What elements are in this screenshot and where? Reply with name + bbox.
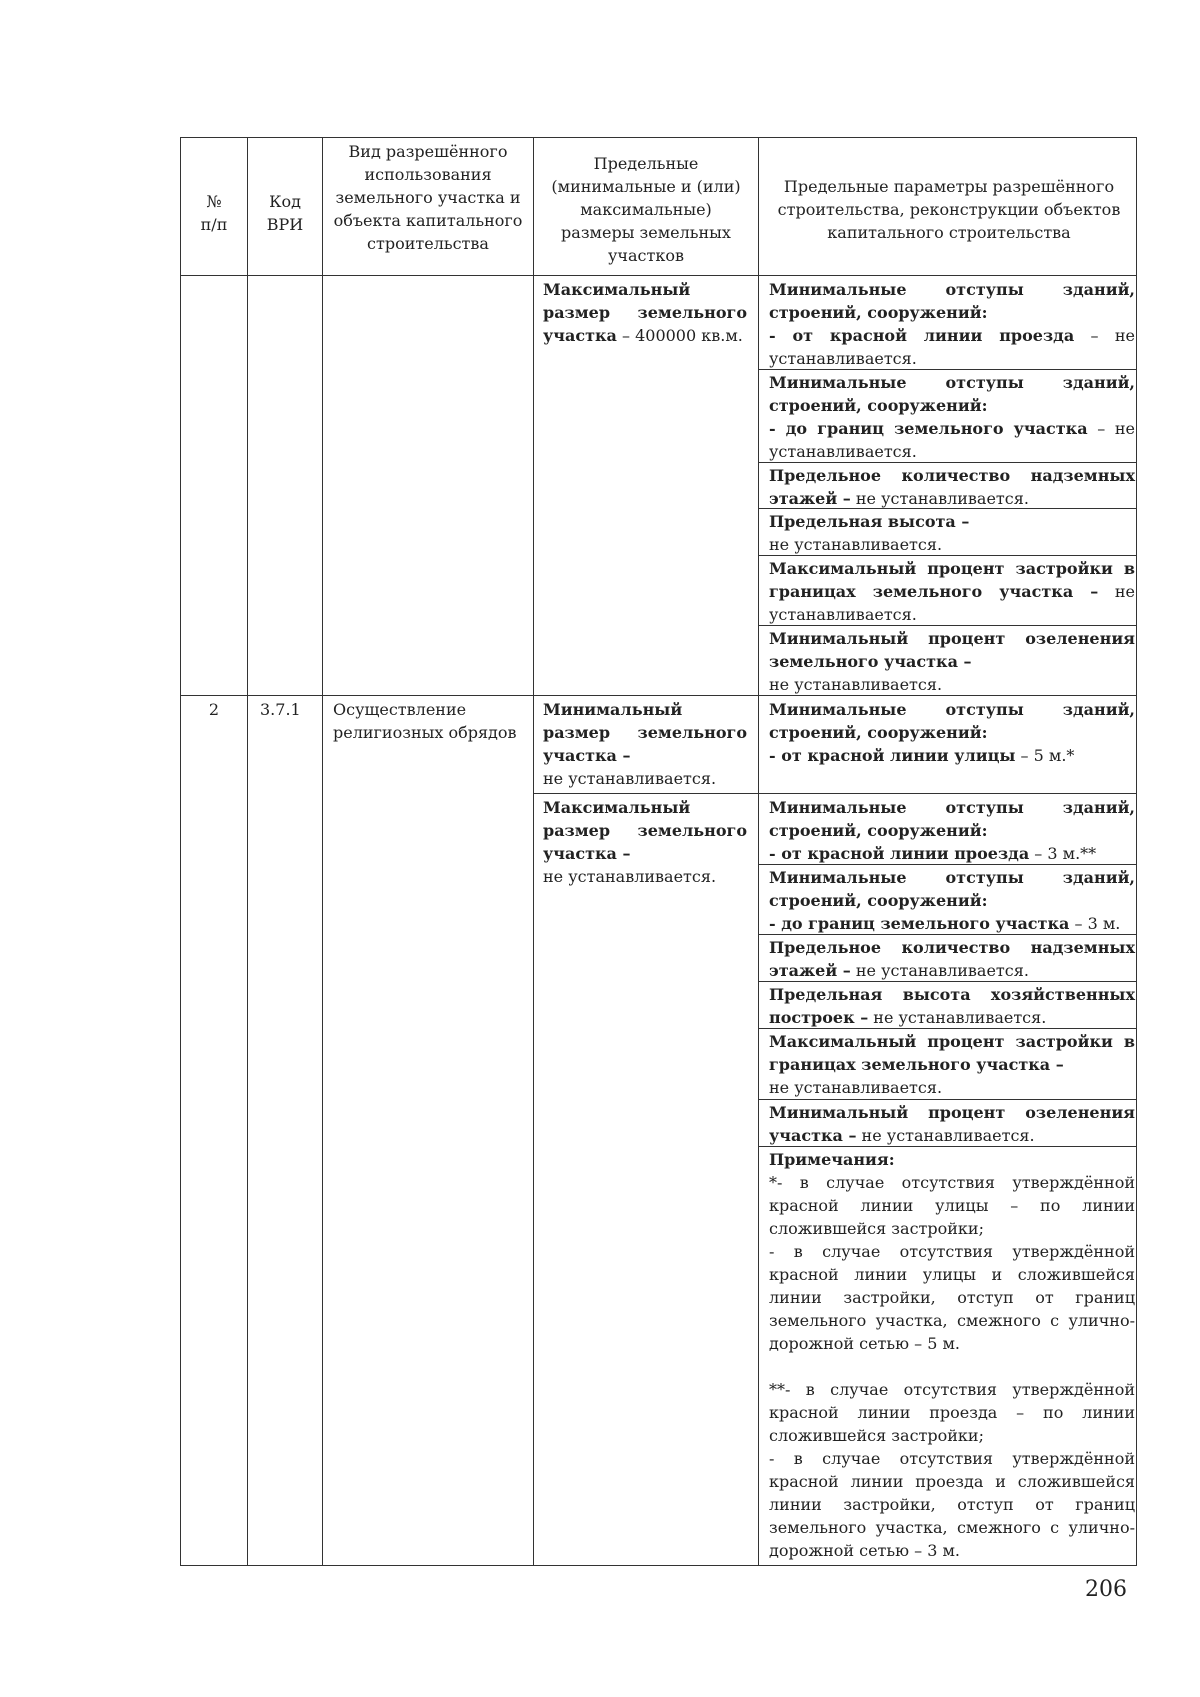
notes-block [769, 1148, 1135, 1562]
header-divider [180, 275, 1137, 276]
row1-param-1: Минимальные отступы зданий, строений, сооружений: - от красной линии проезда – не устанавливается. [769, 280, 1135, 368]
header-num: № п/п [200, 192, 228, 234]
row1-param-6: Минимальный процент озеленения земельного участка – не устанавливается. [769, 629, 1135, 694]
header-size: Предельные (минимальные и (или) максимальные) размеры земельных участков [551, 154, 741, 265]
row2-param-1: Минимальные отступы зданий, строений, сооружений: - от красной линии улицы – 5 м.* [769, 700, 1135, 765]
row2-param-5: Предельная высота хозяйственных построек – не устанавливается. [769, 985, 1135, 1027]
row2-use: Осуществление религиозных обрядов [333, 700, 517, 742]
header-params: Предельные параметры разрешённого строительства, реконструкции объектов капитального строительства [777, 177, 1121, 242]
table-border-bottom [180, 1565, 1137, 1566]
row1-param-2: Минимальные отступы зданий, строений, сооружений: - до границ земельного участка – не устанавливается. [769, 373, 1135, 461]
page-number: 206 [1085, 1577, 1127, 1602]
notes-title: Примечания: [769, 1150, 895, 1169]
notes-p4: - в случае отсутствия утверждённой красной линии проезда и сложившейся линии застройки, отступ от границ земельного участка, смежного с улично-дорожной сетью – 3 м. [769, 1449, 1135, 1560]
row2-param-7: Минимальный процент озеленения участка – не устанавливается. [769, 1103, 1135, 1145]
col-divider-1 [247, 137, 248, 1566]
param-divider [758, 793, 1137, 794]
notes-p3: **- в случае отсутствия утверждённой красной линии проезда – по линии сложившейся застройки; [769, 1380, 1135, 1445]
size-divider [533, 793, 759, 794]
table-border-right [1136, 137, 1137, 1566]
param-divider [758, 1099, 1137, 1100]
col-divider-3 [533, 137, 534, 1566]
row2-param-6: Максимальный процент застройки в границах земельного участка – не устанавливается. [769, 1032, 1135, 1097]
row1-param-4: Предельная высота – не устанавливается. [769, 512, 970, 554]
col-divider-2 [322, 137, 323, 1566]
row2-num: 2 [208, 700, 220, 719]
row2-param-3: Минимальные отступы зданий, строений, сооружений: - до границ земельного участка – 3 м. [769, 868, 1135, 933]
row2-size-max: Максимальный размер земельного участка – не устанавливается. [543, 798, 747, 886]
row2-param-4: Предельное количество надземных этажей – не устанавливается. [769, 938, 1135, 980]
header-code: Код ВРИ [266, 192, 304, 234]
notes-p1: *- в случае отсутствия утверждённой красной линии улицы – по линии сложившейся застройки; [769, 1173, 1135, 1238]
row2-param-2: Минимальные отступы зданий, строений, сооружений: - от красной линии проезда – 3 м.** [769, 798, 1135, 863]
col-divider-4 [758, 137, 759, 1566]
notes-p2: - в случае отсутствия утверждённой красной линии улицы и сложившейся линии застройки, отступ от границ земельного участка, смежного с улично-дорожной сетью – 5 м. [769, 1242, 1135, 1353]
table-border-left [180, 137, 181, 1566]
row1-param-5: Максимальный процент застройки в границах земельного участка – не устанавливается. [769, 559, 1135, 624]
row1-param-3: Предельное количество надземных этажей – не устанавливается. [769, 466, 1135, 508]
row2-size-min: Минимальный размер земельного участка – не устанавливается. [543, 700, 747, 788]
table-border-top [180, 137, 1137, 138]
row2-code: 3.7.1 [260, 700, 301, 719]
row1-size-max: Максимальный размер земельного участка – 400000 кв.м. [543, 280, 747, 345]
header-use: Вид разрешённого использования земельного участка и объекта капитального строительства [333, 142, 523, 253]
